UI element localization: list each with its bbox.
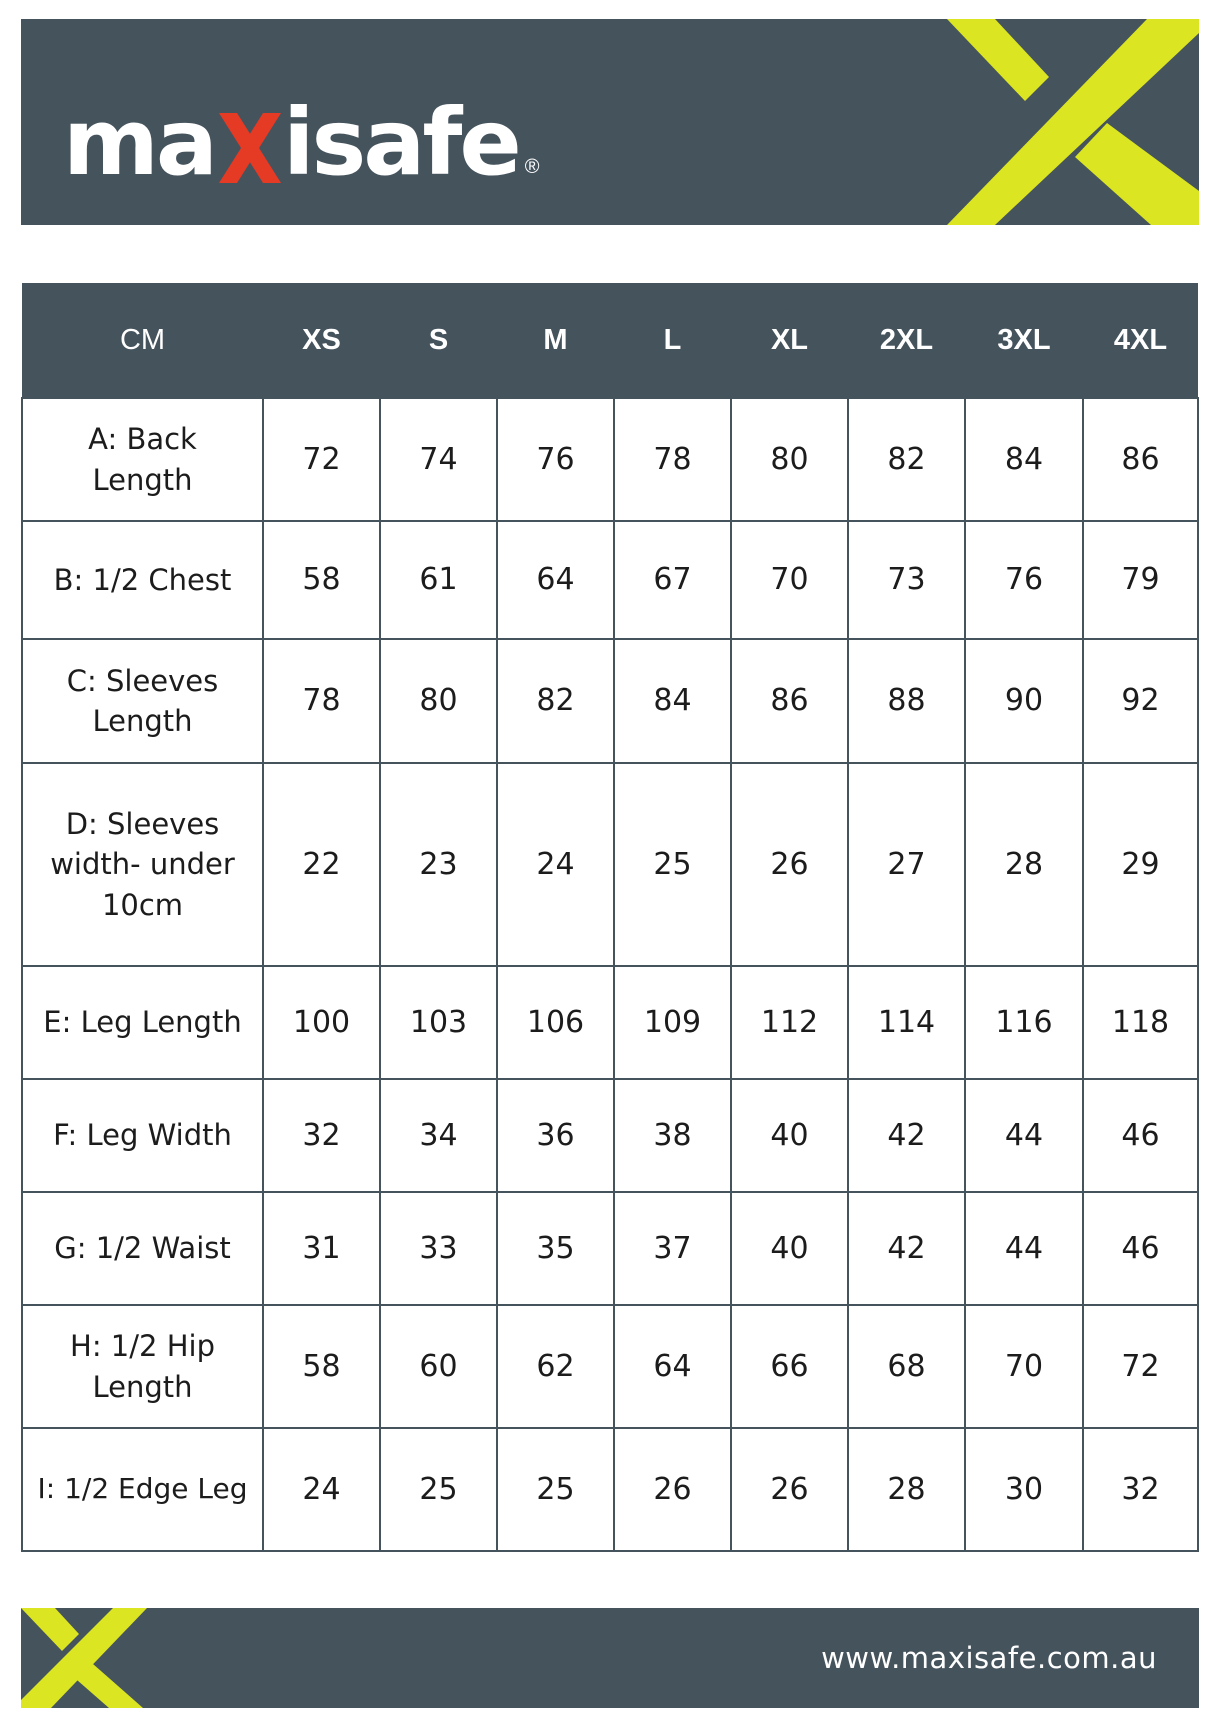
size-header-4xl: 4XL — [1083, 283, 1198, 398]
table-cell: 40 — [731, 1192, 848, 1305]
table-cell: 72 — [1083, 1305, 1198, 1428]
table-cell: 70 — [965, 1305, 1083, 1428]
table-cell: 25 — [380, 1428, 497, 1551]
table-cell: 25 — [614, 763, 731, 966]
table-cell: 36 — [497, 1079, 614, 1192]
table-cell: 24 — [497, 763, 614, 966]
table-cell: 26 — [731, 763, 848, 966]
table-cell: 80 — [380, 639, 497, 763]
table-cell: 22 — [263, 763, 380, 966]
table-cell: 106 — [497, 966, 614, 1079]
table-cell: 30 — [965, 1428, 1083, 1551]
table-cell: 100 — [263, 966, 380, 1079]
table-cell: 40 — [731, 1079, 848, 1192]
table-cell: 26 — [731, 1428, 848, 1551]
table-cell: 35 — [497, 1192, 614, 1305]
table-row — [22, 1305, 1198, 1428]
table-cell: 25 — [497, 1428, 614, 1551]
table-cell: 72 — [263, 398, 380, 521]
table-cell: 42 — [848, 1192, 965, 1305]
table-cell: 114 — [848, 966, 965, 1079]
table-cell: 58 — [263, 521, 380, 639]
table-cell: 88 — [848, 639, 965, 763]
brand-x-graphic-small — [21, 1608, 151, 1708]
table-cell: 109 — [614, 966, 731, 1079]
row-label: E: Leg Length — [22, 966, 263, 1079]
size-header-xl: XL — [731, 283, 848, 398]
table-cell: 29 — [1083, 763, 1198, 966]
table-cell: 92 — [1083, 639, 1198, 763]
table-row — [22, 1192, 1198, 1305]
table-cell: 44 — [965, 1079, 1083, 1192]
row-label: B: 1/2 Chest — [22, 521, 263, 639]
table-cell: 73 — [848, 521, 965, 639]
table-row — [22, 763, 1198, 966]
table-cell: 86 — [1083, 398, 1198, 521]
table-row — [22, 1428, 1198, 1551]
unit-header: CM — [22, 283, 263, 398]
table-cell: 38 — [614, 1079, 731, 1192]
table-cell: 86 — [731, 639, 848, 763]
table-cell: 31 — [263, 1192, 380, 1305]
maxisafe-logo — [63, 79, 540, 196]
table-cell: 68 — [848, 1305, 965, 1428]
table-cell: 64 — [497, 521, 614, 639]
size-chart-table — [21, 283, 1199, 1552]
size-header-2xl: 2XL — [848, 283, 965, 398]
table-cell: 27 — [848, 763, 965, 966]
row-label: F: Leg Width — [22, 1079, 263, 1192]
table-cell: 66 — [731, 1305, 848, 1428]
table-cell: 103 — [380, 966, 497, 1079]
size-header-l: L — [614, 283, 731, 398]
table-cell: 76 — [965, 521, 1083, 639]
table-cell: 79 — [1083, 521, 1198, 639]
logo-x-icon — [217, 113, 283, 183]
row-label: H: 1/2 Hip Length — [22, 1305, 263, 1428]
table-cell: 32 — [263, 1079, 380, 1192]
table-cell: 76 — [497, 398, 614, 521]
table-cell: 61 — [380, 521, 497, 639]
table-cell: 82 — [848, 398, 965, 521]
table-cell: 67 — [614, 521, 731, 639]
size-header-xs: XS — [263, 283, 380, 398]
table-header-row — [22, 283, 1198, 398]
table-cell: 60 — [380, 1305, 497, 1428]
table-cell: 116 — [965, 966, 1083, 1079]
footer-banner — [21, 1608, 1199, 1708]
row-label: C: Sleeves Length — [22, 639, 263, 763]
table-cell: 74 — [380, 398, 497, 521]
table-cell: 44 — [965, 1192, 1083, 1305]
table-cell: 23 — [380, 763, 497, 966]
table-cell: 62 — [497, 1305, 614, 1428]
table-row — [22, 1079, 1198, 1192]
table-cell: 32 — [1083, 1428, 1198, 1551]
table-cell: 82 — [497, 639, 614, 763]
size-header-m: M — [497, 283, 614, 398]
table-cell: 26 — [614, 1428, 731, 1551]
row-label: A: Back Length — [22, 398, 263, 521]
table-cell: 70 — [731, 521, 848, 639]
table-cell: 112 — [731, 966, 848, 1079]
logo-text-end: isafe — [282, 89, 519, 196]
table-cell: 78 — [614, 398, 731, 521]
table-cell: 84 — [614, 639, 731, 763]
table-cell: 84 — [965, 398, 1083, 521]
table-cell: 37 — [614, 1192, 731, 1305]
table-cell: 118 — [1083, 966, 1198, 1079]
brand-x-graphic — [947, 19, 1199, 225]
table-row — [22, 521, 1198, 639]
size-header-3xl: 3XL — [965, 283, 1083, 398]
logo-text-start: ma — [63, 89, 215, 196]
registered-mark: ® — [524, 156, 540, 178]
table-row — [22, 639, 1198, 763]
table-cell: 42 — [848, 1079, 965, 1192]
table-cell: 24 — [263, 1428, 380, 1551]
table-cell: 80 — [731, 398, 848, 521]
table-cell: 58 — [263, 1305, 380, 1428]
website-url[interactable]: www.maxisafe.com.au — [821, 1641, 1157, 1675]
table-row — [22, 398, 1198, 521]
table-cell: 64 — [614, 1305, 731, 1428]
table-row — [22, 966, 1198, 1079]
table-cell: 46 — [1083, 1079, 1198, 1192]
table-cell: 28 — [848, 1428, 965, 1551]
table-cell: 78 — [263, 639, 380, 763]
size-header-s: S — [380, 283, 497, 398]
table-cell: 33 — [380, 1192, 497, 1305]
row-label: I: 1/2 Edge Leg — [22, 1428, 263, 1551]
table-cell: 34 — [380, 1079, 497, 1192]
table-cell: 90 — [965, 639, 1083, 763]
row-label: G: 1/2 Waist — [22, 1192, 263, 1305]
row-label: D: Sleeves width- under 10cm — [22, 763, 263, 966]
table-cell: 46 — [1083, 1192, 1198, 1305]
table-cell: 28 — [965, 763, 1083, 966]
header-banner — [21, 19, 1199, 225]
